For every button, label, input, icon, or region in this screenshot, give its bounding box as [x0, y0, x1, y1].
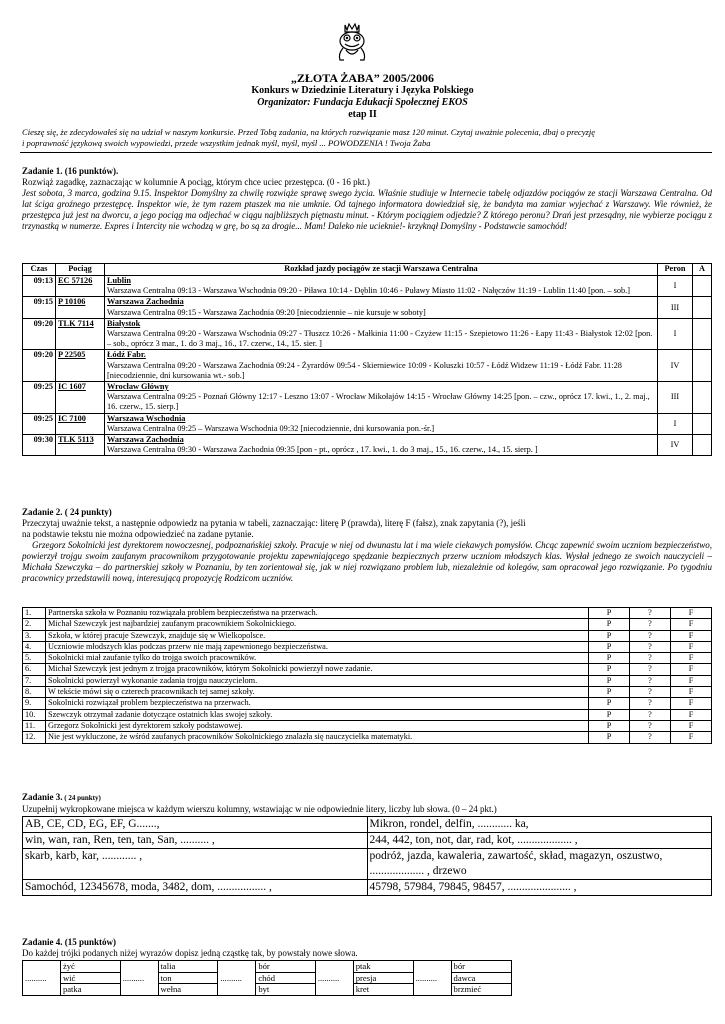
statement-number: 9.	[23, 698, 46, 709]
train-route: Warszawa Centralna 09:25 - Poznań Główny 12:17 - Leszno 13:07 - Wrocław Mikołajów 14:15 - Wrocław Główny 14:25 [pon. – czw., oprócz 17. kwi., 1., 2. maj., 16. czerw., 15. sierp.]	[107, 392, 650, 412]
syllable-word: dawca	[451, 972, 511, 984]
answer-option[interactable]: ?	[630, 720, 671, 731]
intro-line-2: i poprawność językową swoich wypowiedzi, przede wszystkim jednak myśl, myśl, myśl ... POWODZENIA ! Twoja Żaba	[22, 138, 431, 148]
train-number: P 10106	[56, 297, 105, 318]
statement-text: Szkoła, w której pracuje Szewczyk, znajduje się w Wielkopolsce.	[46, 630, 589, 641]
contest-subtitle: Konkurs w Dziedzinie Literatury i Języka Polskiego	[251, 85, 474, 96]
train-route: Warszawa Centralna 09:20 - Warszawa Wschodnia 09:27 - Tłuszcz 10:26 - Małkinia 11:00 - Czyżew 11:15 - Szepietowo 11:26 - Łapy 11:43 - Białystok 12:02 [pon. – sob., oprócz 3 mar., 1. do 3 maj., 16., 17. czerw., 14., 15. sier. ]	[107, 329, 653, 349]
syllable-word: ton	[158, 972, 218, 984]
statement-text: Michał Szewczyk jest jednym z trojga pracowników, którym Sokolnicki powierzył nowe zadanie.	[46, 664, 589, 675]
syllable-word: brzmieć	[451, 984, 511, 996]
statement-text: Sokolnicki powierzył wykonanie zadania trojgu nauczycielom.	[46, 675, 589, 686]
train-row	[23, 382, 712, 414]
statement-text: Grzegorz Sokolnicki jest dyrektorem szkoły podstawowej.	[46, 720, 589, 731]
statement-number: 7.	[23, 675, 46, 686]
answer-option[interactable]: F	[671, 720, 712, 731]
train-destination: Warszawa Zachodnia	[107, 435, 184, 445]
answer-option[interactable]: P	[589, 698, 630, 709]
syllable-blank[interactable]: ..........	[315, 961, 353, 996]
train-row	[23, 413, 712, 434]
train-destination: Wrocław Główny	[107, 382, 169, 392]
syllable-word: patka	[60, 984, 120, 996]
answer-cell[interactable]	[693, 413, 712, 434]
answer-option[interactable]: P	[589, 653, 630, 664]
statement-text: Sokolnicki miał zaufanie tylko do trojga swoich pracowników.	[46, 653, 589, 664]
answer-option[interactable]: ?	[630, 675, 671, 686]
divider	[20, 152, 712, 153]
answer-option[interactable]: P	[589, 675, 630, 686]
syllable-blank[interactable]: ..........	[413, 961, 451, 996]
statement-number: 4.	[23, 641, 46, 652]
answer-cell[interactable]	[693, 435, 712, 456]
answer-option[interactable]: F	[671, 641, 712, 652]
answer-option[interactable]: P	[589, 619, 630, 630]
statement-row	[23, 709, 712, 720]
train-route-cell	[105, 350, 658, 382]
statement-number: 8.	[23, 687, 46, 698]
task4-section	[22, 937, 712, 959]
sequence-row	[23, 880, 712, 896]
task1-story: Jest sobota, 3 marca, godzina 9.15. Inspektor Domyślny za chwilę rozwiąże sprawę swego życia. Właśnie studiuje w Internecie tabelę odjazdów pociągów ze stacji Warszawa Centralna. Od lat ściga groźnego przestępcę. Inspektor wie, że tym razem ptaszek ma nie umknie. Od tajnego informatora dowiedział się, że bandyta ma zamiar wyjechać z Warszawy. Wie również, że przestępca już jest na dworcu, a jego pociąg ma odjechać w ciągu najbliższych piętnastu minut. - Którym pociągiem odjedzie? Z którego peronu? Drań jest przesądny, nie wybierze pociągu z trzynastką w numerze. Expres i Intercity nie wchodzą w grę, bo są za drogie... Mam! Daleko nie ucieknie!- krzyknął Domyślny - Podstawcie samochód!	[22, 188, 712, 231]
statement-row	[23, 720, 712, 731]
train-route-cell	[105, 435, 658, 456]
task2-instruction-1: Przeczytaj uważnie tekst, a następnie odpowiedz na pytania w tabeli, zaznaczając: literę P (prawda), literę F (fałsz), znak zapytania (?), jeśli	[22, 518, 526, 528]
statement-number: 11.	[23, 720, 46, 731]
answer-option[interactable]: F	[671, 619, 712, 630]
statement-row	[23, 630, 712, 641]
statement-number: 1.	[23, 608, 46, 619]
col-time: Czas	[23, 264, 56, 276]
sequence-cell[interactable]: Mikron, rondel, delfin, ............ ka,	[367, 817, 712, 833]
train-number: P 22505	[56, 350, 105, 382]
syllable-row	[23, 961, 512, 973]
train-route-cell	[105, 382, 658, 414]
sequence-row	[23, 833, 712, 849]
statement-number: 5.	[23, 653, 46, 664]
task2-title: Zadanie 2. ( 24 punkty)	[22, 507, 112, 517]
col-train: Pociąg	[56, 264, 105, 276]
syllable-word: bór	[451, 961, 511, 973]
statement-row	[23, 698, 712, 709]
syllable-word: bór	[256, 961, 316, 973]
sequence-cell[interactable]: podróż, jazda, kawaleria, zawartość, skład, magazyn, oszustwo, ................... , drzewo	[367, 849, 712, 880]
answer-option[interactable]: ?	[630, 732, 671, 743]
col-route: Rozkład jazdy pociągów ze stacji Warszawa Centralna	[105, 264, 658, 276]
answer-option[interactable]: F	[671, 664, 712, 675]
train-row	[23, 276, 712, 297]
answer-option[interactable]: ?	[630, 630, 671, 641]
statement-text: Partnerska szkoła w Poznaniu rozwiązała problem bezpieczeństwa na przerwach.	[46, 608, 589, 619]
syllable-blank[interactable]: ..........	[218, 961, 256, 996]
syllable-blank[interactable]: ..........	[120, 961, 158, 996]
sequence-table	[22, 816, 712, 896]
answer-cell[interactable]	[693, 276, 712, 297]
statement-row	[23, 608, 712, 619]
statement-row	[23, 641, 712, 652]
statement-row	[23, 687, 712, 698]
statement-text: Sokolnicki rozwiązał problem bezpieczeństwa na przerwach.	[46, 698, 589, 709]
task1-instruction: Rozwiąż zagadkę, zaznaczając w kolumnie A pociąg, którym chce uciec przestępca. (0 - 16 pkt.)	[22, 177, 370, 187]
answer-option[interactable]: P	[589, 630, 630, 641]
train-platform: III	[658, 382, 693, 414]
syllable-word: presja	[353, 972, 413, 984]
train-row	[23, 350, 712, 382]
contest-title: „ZŁOTA ŻABA” 2005/2006	[290, 71, 435, 85]
task3-points: ( 24 punkty)	[62, 794, 101, 802]
answer-option[interactable]: ?	[630, 709, 671, 720]
train-destination: Warszawa Zachodnia	[107, 297, 184, 307]
statement-text: Szewczyk otrzymał zadanie dotyczące ostatnich klas swojej szkoły.	[46, 709, 589, 720]
task4-instruction: Do każdej trójki podanych niżej wyrazów dopisz jedną cząstkę tak, by powstały nowe słowa.	[22, 948, 358, 958]
train-route: Warszawa Centralna 09:30 - Warszawa Zachodnia 09:35 [pon - pt., oprócz , 17. kwi., 1. do 3 maj., 15., 16. czerw., 14., 15. sierp. ]	[107, 445, 538, 455]
intro-line-1: Cieszę się, że zdecydowałeś się na udział w naszym konkursie. Przed Tobą zadania, na których rozwiązanie masz 120 minut. Czytaj uważnie polecenia, dbaj o precyzję	[22, 127, 596, 137]
train-platform: III	[658, 297, 693, 318]
answer-option[interactable]: P	[589, 732, 630, 743]
train-number: TLK 7114	[56, 318, 105, 350]
train-route-cell	[105, 413, 658, 434]
train-time: 09:13	[23, 276, 56, 297]
statement-row	[23, 675, 712, 686]
sequence-cell[interactable]: win, wan, ran, Ren, ten, tan, San, .......... ,	[23, 833, 368, 849]
train-number: TLK 5113	[56, 435, 105, 456]
train-time: 09:30	[23, 435, 56, 456]
syllable-word: kret	[353, 984, 413, 996]
answer-option[interactable]: F	[671, 698, 712, 709]
frog-logo-icon	[332, 22, 372, 64]
sequence-cell[interactable]: AB, CE, CD, EG, EF, G.......,	[23, 817, 368, 833]
train-route: Warszawa Centralna 09:13 - Warszawa Wschodnia 09:20 - Piława 10:14 - Dęblin 10:46 - Puławy Miasto 11:02 - Nałęczów 11:19 - Lublin 11:40 [pon. – sob.]	[107, 286, 631, 296]
train-destination: Warszawa Wschodnia	[107, 413, 186, 423]
answer-option[interactable]: F	[671, 630, 712, 641]
train-route: Warszawa Centralna 09:15 - Warszawa Zachodnia 09:20 [niecodziennie – nie kursuje w soboty]	[107, 307, 426, 317]
organizer: Organizator: Fundacja Edukacji Społecznej EKOS	[257, 97, 468, 108]
answer-option[interactable]: P	[589, 641, 630, 652]
syllable-word: wełna	[158, 984, 218, 996]
answer-option[interactable]: F	[671, 608, 712, 619]
answer-option[interactable]: F	[671, 653, 712, 664]
answer-option[interactable]: ?	[630, 653, 671, 664]
train-time: 09:25	[23, 413, 56, 434]
answer-option[interactable]: ?	[630, 608, 671, 619]
answer-cell[interactable]	[693, 318, 712, 350]
answer-option[interactable]: ?	[630, 619, 671, 630]
train-route: Warszawa Centralna 09:25 – Warszawa Wschodnia 09:32 [niecodziennie, dni kursowania pon.-śr.]	[107, 423, 435, 433]
answer-option[interactable]: P	[589, 608, 630, 619]
sequence-row	[23, 849, 712, 880]
answer-option[interactable]: P	[589, 664, 630, 675]
task3-section	[22, 792, 712, 815]
syllable-word: byt	[256, 984, 316, 996]
train-route-cell	[105, 297, 658, 318]
train-row	[23, 297, 712, 318]
statement-text: Michał Szewczyk jest najbardziej zaufanym pracownikiem Sokolnickiego.	[46, 619, 589, 630]
syllable-word: wić	[60, 972, 120, 984]
answer-option[interactable]: ?	[630, 687, 671, 698]
train-row	[23, 435, 712, 456]
syllable-word: ptak	[353, 961, 413, 973]
train-table-header	[23, 264, 712, 276]
sequence-row	[23, 817, 712, 833]
stage: etap II	[348, 109, 377, 120]
train-destination: Białystok	[107, 318, 141, 328]
train-platform: IV	[658, 350, 693, 382]
col-platform: Peron	[658, 264, 693, 276]
train-number: IC 7100	[56, 413, 105, 434]
train-number: EC 57126	[56, 276, 105, 297]
statement-number: 2.	[23, 619, 46, 630]
train-route-cell	[105, 318, 658, 350]
sequence-cell[interactable]: 45798, 57984, 79845, 98457, ...................... ,	[367, 880, 712, 896]
statement-row	[23, 619, 712, 630]
task3-instruction: Uzupełnij wykropkowane miejsca w każdym wierszu kolumny, wstawiając w nie odpowiednie litery, liczby lub słowa. (0 – 24 pkt.)	[22, 804, 497, 814]
answer-option[interactable]: F	[671, 732, 712, 743]
statement-text: Uczniowie młodszych klas podczas przerw nie mają zapewnionego bezpieczeństwa.	[46, 641, 589, 652]
statement-row	[23, 732, 712, 743]
statement-number: 6.	[23, 664, 46, 675]
statement-text: W tekście mówi się o czterech pracownikach tej samej szkoły.	[46, 687, 589, 698]
sequence-cell[interactable]: 244, 442, ton, not, dar, rad, kot, ................... ,	[367, 833, 712, 849]
syllable-table	[22, 960, 512, 996]
train-route: Warszawa Centralna 09:20 - Warszawa Zachodnia 09:24 - Żyrardów 09:54 - Skierniewice 10:09 - Koluszki 10:57 - Łódź Widzew 11:19 - Łódź Fabr. 11:28 [niecodziennie, dni kursowania wt.- sob.]	[107, 360, 622, 380]
answer-cell[interactable]	[693, 382, 712, 414]
syllable-word: chód	[256, 972, 316, 984]
answer-option[interactable]: ?	[630, 698, 671, 709]
train-row	[23, 318, 712, 350]
sequence-cell[interactable]: Samochód, 12345678, moda, 3482, dom, ................. ,	[23, 880, 368, 896]
train-destination: Łódź Fabr.	[107, 350, 146, 360]
train-platform: I	[658, 276, 693, 297]
train-time: 09:25	[23, 382, 56, 414]
answer-option[interactable]: P	[589, 720, 630, 731]
train-destination: Lublin	[107, 276, 131, 285]
train-platform: I	[658, 318, 693, 350]
train-number: IC 1607	[56, 382, 105, 414]
statement-number: 10.	[23, 709, 46, 720]
task1-section	[22, 166, 712, 232]
answer-option[interactable]: ?	[630, 664, 671, 675]
task2-story: Grzegorz Sokolnicki jest dyrektorem nowoczesnej, podpoznańskiej szkoły. Pracuje w niej od dwunastu lat i ma wiele ciekawych pomysłów. Chcąc zapewnić swoim uczniom bezpieczeństwo, powierzył trojgu swoim zaufanym pracownikom przygotowanie projektu zapewniającego spędzanie bezpiecznych przerw uczniom młodszych klas. Wysłał jednego ze swoich nauczycieli – Michała Szewczyka – do partnerskiej szkoły w Poznaniu, by ten zorientował się, jak w niej rozwiązano problem lub, niezależnie od kolegów, sam opracował jego rozwiązanie. Po tygodniu pracownicy przedstawili nową, interesującą propozycję Rodzicom uczniów.	[22, 540, 712, 583]
intro-text	[22, 127, 712, 149]
answer-cell[interactable]	[693, 297, 712, 318]
task1-title: Zadanie 1. (16 punktów).	[22, 166, 119, 176]
statement-row	[23, 664, 712, 675]
syllable-word: talia	[158, 961, 218, 973]
answer-option[interactable]: P	[589, 709, 630, 720]
statement-text: Nie jest wykluczone, że wśród zaufanych pracowników Sokolnickiego znalazła się nauczycielka matematyki.	[46, 732, 589, 743]
syllable-blank[interactable]: ..........	[23, 961, 61, 996]
answer-cell[interactable]	[693, 350, 712, 382]
train-time: 09:20	[23, 350, 56, 382]
statement-row	[23, 653, 712, 664]
task4-title: Zadanie 4. (15 punktów)	[22, 937, 117, 947]
answer-option[interactable]: P	[589, 687, 630, 698]
syllable-word: żyć	[60, 961, 120, 973]
true-false-table	[22, 607, 712, 744]
answer-option[interactable]: F	[671, 687, 712, 698]
train-platform: I	[658, 413, 693, 434]
answer-option[interactable]: ?	[630, 641, 671, 652]
statement-number: 3.	[23, 630, 46, 641]
train-platform: IV	[658, 435, 693, 456]
task3-title: Zadanie 3.	[22, 792, 63, 802]
sequence-cell[interactable]: skarb, karb, kar, ............ ,	[23, 849, 368, 880]
train-time: 09:15	[23, 297, 56, 318]
answer-option[interactable]: F	[671, 675, 712, 686]
task2-instruction-2: na podstawie tekstu nie można odpowiedzieć na zadane pytanie.	[22, 529, 254, 539]
answer-option[interactable]: F	[671, 709, 712, 720]
task2-section	[22, 507, 712, 584]
statement-number: 12.	[23, 732, 46, 743]
train-time: 09:20	[23, 318, 56, 350]
train-timetable	[22, 263, 712, 456]
col-answer: A	[693, 264, 712, 276]
train-route-cell	[105, 276, 658, 297]
